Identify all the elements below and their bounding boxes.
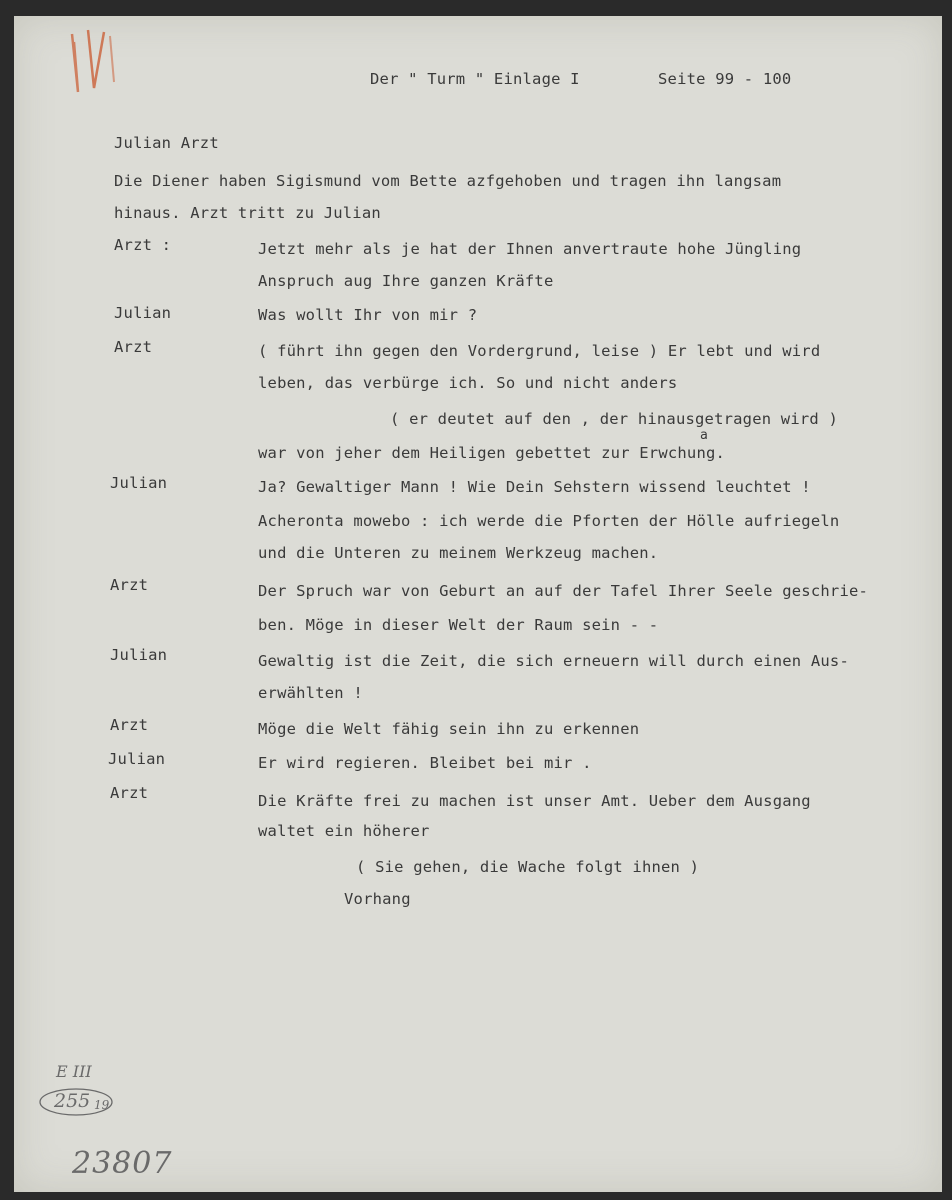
archive-mark: E III: [56, 1062, 92, 1081]
stage-direction-line-1: Die Diener haben Sigismund vom Bette azfgehoben und tragen ihn langsam: [114, 172, 782, 190]
header-title: Der " Turm " Einlage I: [370, 70, 580, 88]
dialogue-line: leben, das verbürge ich. So und nicht anders: [258, 374, 678, 392]
red-pencil-mark: [64, 22, 134, 102]
inventory-number: 23807: [72, 1146, 173, 1181]
speaker-label: Arzt: [114, 338, 153, 356]
dialogue-line: Was wollt Ihr von mir ?: [258, 306, 478, 324]
dialogue-line: waltet ein höherer: [258, 822, 430, 840]
page-reference: Seite 99 - 100: [658, 70, 792, 88]
stage-direction-inline: ( er deutet auf den , der hinausgetragen wird ): [390, 410, 838, 428]
dialogue-line: Ja? Gewaltiger Mann ! Wie Dein Sehstern wissend leuchtet !: [258, 478, 811, 496]
dialogue-line: Der Spruch war von Geburt an auf der Tafel Ihrer Seele geschrie-: [258, 582, 869, 600]
scene-heading: Julian Arzt: [114, 134, 219, 152]
dialogue-line: erwählten !: [258, 684, 363, 702]
archive-subnumber: 19: [94, 1098, 110, 1112]
dialogue-line: Möge die Welt fähig sein ihn zu erkennen: [258, 720, 640, 738]
speaker-label: Arzt: [110, 576, 149, 594]
speaker-label: Julian: [114, 304, 172, 322]
dialogue-line: Anspruch aug Ihre ganzen Kräfte: [258, 272, 554, 290]
dialogue-line: Gewaltig ist die Zeit, die sich erneuern will durch einen Aus-: [258, 652, 849, 670]
dialogue-line: Acheronta mowebo : ich werde die Pforten der Hölle aufriegeln: [258, 512, 840, 530]
dialogue-line: Die Kräfte frei zu machen ist unser Amt. Ueber dem Ausgang: [258, 792, 811, 810]
stage-direction-line-2: hinaus. Arzt tritt zu Julian: [114, 204, 381, 222]
speaker-label: Arzt :: [114, 236, 172, 254]
speaker-label: Julian: [110, 646, 168, 664]
dialogue-line: Jetzt mehr als je hat der Ihnen anvertraute hohe Jüngling: [258, 240, 802, 258]
dialogue-line: ( führt ihn gegen den Vordergrund, leise ) Er lebt und wird: [258, 342, 821, 360]
curtain-label: Vorhang: [344, 890, 411, 908]
speaker-label: Julian: [108, 750, 166, 768]
document-page: [14, 16, 942, 1192]
speaker-label: Arzt: [110, 784, 149, 802]
typed-correction: a: [700, 428, 709, 443]
closing-stage-direction: ( Sie gehen, die Wache folgt ihnen ): [356, 858, 700, 876]
dialogue-line: und die Unteren zu meinem Werkzeug machen.: [258, 544, 659, 562]
dialogue-line: war von jeher dem Heiligen gebettet zur Erwchung.: [258, 444, 726, 462]
speaker-label: Julian: [110, 474, 168, 492]
archive-number: 255: [54, 1090, 91, 1112]
speaker-label: Arzt: [110, 716, 149, 734]
dialogue-line: ben. Möge in dieser Welt der Raum sein - -: [258, 616, 659, 634]
dialogue-line: Er wird regieren. Bleibet bei mir .: [258, 754, 592, 772]
